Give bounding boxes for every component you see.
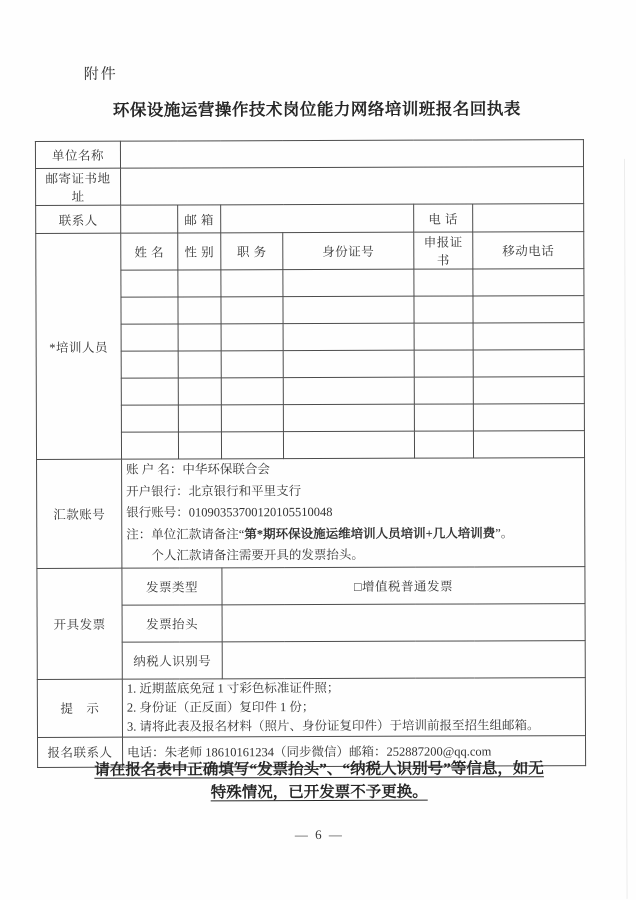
trainee-empty-cell — [473, 323, 584, 350]
phone-cell — [473, 204, 584, 232]
trainee-empty-cell — [283, 404, 414, 431]
invoice-title-label: 发票抬头 — [122, 604, 222, 641]
page-number: — 6 — — [294, 826, 344, 843]
trainee-empty-cell — [221, 324, 283, 351]
remittance-details — [122, 458, 585, 568]
remittance-note-bold: 第*期环保设施运维培训人员培训+几人培训费 — [244, 525, 496, 541]
trainee-empty-cell — [221, 378, 283, 405]
mailing-address-label: 邮寄证书地址 — [36, 168, 121, 205]
email-label: 邮 箱 — [178, 205, 221, 233]
trainee-empty-cell — [178, 351, 221, 378]
trainee-empty-cell — [221, 270, 283, 297]
contact-name-cell — [121, 205, 178, 233]
trainee-empty-cell — [414, 350, 473, 377]
trainee-empty-cell — [283, 269, 414, 296]
trainee-empty-cell — [121, 351, 178, 378]
trainee-header-row — [36, 232, 584, 271]
footer-note — [1, 757, 636, 805]
trainee-empty-cell — [121, 378, 178, 405]
trainee-empty-cell — [221, 432, 283, 459]
unit-name-label: 单位名称 — [35, 141, 120, 168]
trainee-empty-cell — [283, 350, 414, 377]
footer-note-line1: 请在报名表中正确填写“发票抬头”、“纳税人识别号”等信息，如无 — [94, 760, 544, 779]
trainee-empty-cell — [414, 269, 473, 296]
remittance-account-number: 银行账号：01090353700120105510048 — [126, 504, 333, 520]
invoice-label: 开具发票 — [37, 568, 122, 679]
tips-label: 提 示 — [37, 679, 122, 737]
invoice-title-cell — [222, 603, 585, 641]
remittance-note-line2: 个人汇款请备注需要开具的发票抬头。 — [151, 547, 364, 563]
trainee-empty-cell — [473, 350, 584, 377]
attachment-label: 附件 — [83, 66, 118, 83]
registration-contact-label: 报名联系人 — [38, 737, 123, 767]
invoice-type-value: □增值税普通发票 — [222, 566, 585, 604]
mailing-address-cell — [121, 167, 584, 206]
trainee-empty-cell — [178, 324, 221, 351]
tip-item: 1. 近期蓝底免冠 1 寸彩色标准证件照； — [126, 680, 340, 696]
trainee-empty-cell — [414, 431, 473, 458]
trainee-empty-cell — [121, 297, 178, 324]
footer-note-line2: 特殊情况，已开发票不予更换。 — [210, 783, 428, 802]
trainee-empty-cell — [178, 405, 221, 432]
trainee-col-mobile: 移动电话 — [473, 232, 584, 269]
trainee-empty-cell — [473, 431, 584, 458]
trainee-empty-cell — [178, 270, 221, 297]
trainee-empty-cell — [414, 377, 473, 404]
tip-item: 3. 请将此表及报名材料（照片、身份证复印件）于培训前报至招生组邮箱。 — [126, 717, 540, 734]
contact-label: 联系人 — [36, 205, 121, 233]
remittance-row — [37, 458, 585, 568]
contact-row — [36, 204, 584, 234]
unit-name-cell — [120, 140, 583, 169]
trainee-empty-cell — [221, 297, 283, 324]
trainee-empty-cell — [473, 296, 584, 323]
invoice-taxid-cell — [222, 640, 585, 678]
trainee-empty-cell — [178, 378, 221, 405]
unit-name-row — [35, 140, 583, 169]
trainees-label: *培训人员 — [36, 233, 122, 459]
phone-label: 电 话 — [414, 204, 473, 232]
trainee-col-position: 职 务 — [221, 233, 283, 270]
tips-row — [37, 677, 585, 737]
trainee-empty-cell — [221, 351, 283, 378]
registration-form-table — [35, 139, 586, 767]
tips-content — [122, 677, 585, 737]
trainee-empty-cell — [473, 404, 584, 431]
trainee-empty-cell — [414, 296, 473, 323]
trainee-col-gender: 性 别 — [178, 233, 221, 270]
trainee-empty-cell — [221, 405, 283, 432]
trainee-col-name: 姓 名 — [121, 233, 178, 270]
invoice-type-label: 发票类型 — [122, 567, 222, 604]
trainee-empty-cell — [283, 377, 414, 404]
trainee-empty-cell — [283, 323, 414, 350]
remittance-account-name: 账 户 名：中华环保联合会 — [126, 462, 270, 477]
trainee-empty-cell — [283, 431, 414, 458]
trainee-empty-cell — [473, 269, 584, 296]
trainee-empty-cell — [121, 270, 178, 297]
trainee-empty-cell — [283, 296, 414, 323]
trainee-empty-cell — [473, 377, 584, 404]
trainee-empty-cell — [121, 405, 178, 432]
trainee-empty-cell — [414, 404, 473, 431]
mailing-address-row — [36, 167, 584, 206]
remittance-label: 汇款账号 — [37, 459, 122, 568]
trainee-empty-cell — [121, 324, 178, 351]
trainee-empty-cell — [414, 323, 473, 350]
invoice-taxid-label: 纳税人识别号 — [122, 641, 222, 678]
trainee-empty-cell — [178, 432, 221, 459]
trainee-empty-cell — [178, 297, 221, 324]
tip-item: 2. 身份证（正反面）复印件 1 份； — [126, 699, 315, 715]
trainee-col-id-number: 身份证号 — [283, 232, 414, 269]
invoice-type-row — [37, 566, 585, 605]
email-cell — [221, 204, 414, 233]
form-table-body — [35, 140, 585, 767]
remittance-bank: 开户银行：北京银行和平里支行 — [126, 483, 302, 499]
trainee-empty-cell — [121, 432, 178, 459]
trainee-col-certificate: 申报证书 — [414, 232, 473, 269]
remittance-note: 注：单位汇款请备注“第*期环保设施运维培训人员培训+几人培训费”。 — [126, 525, 514, 542]
registration-contact-value: 电话：朱老师 18610161234（同步微信）邮箱：252887200@qq.com — [122, 735, 585, 767]
form-title: 环保设施运营操作技术岗位能力网络培训班报名回执表 — [112, 99, 521, 120]
